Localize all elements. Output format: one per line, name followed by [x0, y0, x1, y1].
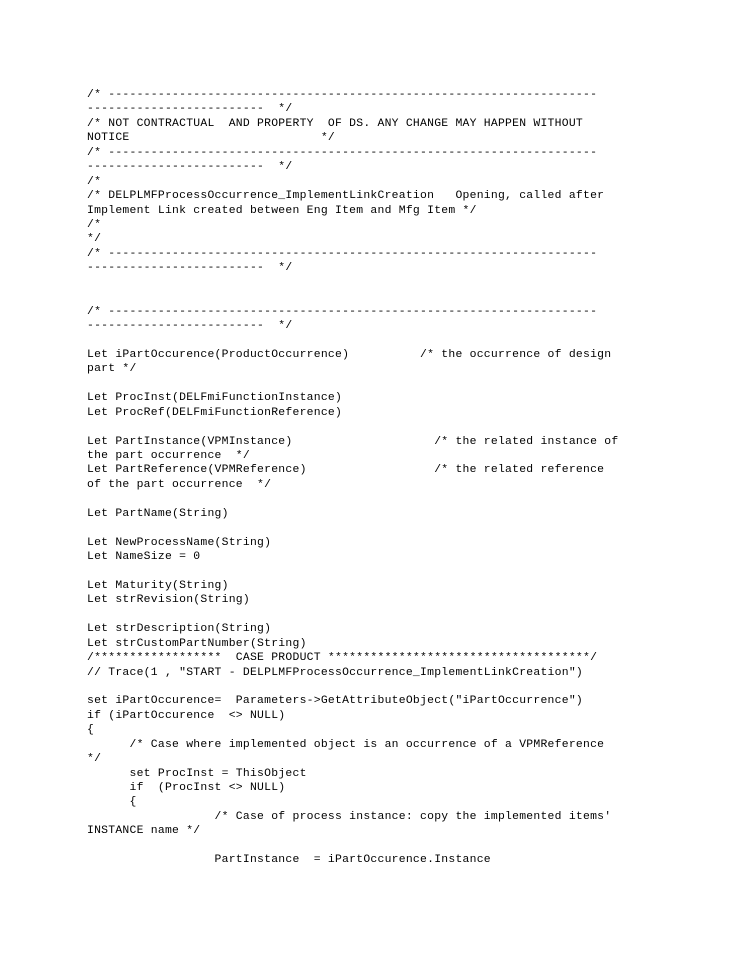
code-line: Let Maturity(String) [87, 579, 229, 592]
code-line [87, 420, 727, 434]
code-line: */ [87, 233, 102, 246]
code-line [87, 521, 727, 535]
code-line: /* Case of process instance: copy the implemented items' [87, 810, 612, 823]
code-line: part */ [87, 363, 137, 376]
code-line: { [87, 796, 137, 809]
code-line: /* --------------------------------------------------------------------- [87, 305, 598, 318]
code-line: */ [87, 753, 102, 766]
code-line: /* --------------------------------------------------------------------- [87, 89, 598, 101]
code-line: ------------------------- */ [87, 320, 293, 332]
code-line: Let strRevision(String) [87, 594, 250, 607]
code-line: /* DELPLMFProcessOccurrence_ImplementLinkCreation Opening, called after [87, 190, 605, 203]
code-line [87, 492, 727, 506]
code-line: the part occurrence */ [87, 449, 250, 462]
code-line: if (iPartOccurence <> NULL) [87, 709, 286, 722]
code-line [87, 564, 727, 578]
code-listing [87, 88, 727, 868]
code-line [87, 333, 727, 347]
code-line: // Trace(1 , "START - DELPLMFProcessOccurrence_ImplementLinkCreation") [87, 666, 583, 679]
code-line: /****************** CASE PRODUCT *************************************/ [87, 652, 598, 665]
code-line [87, 276, 727, 290]
code-line: Let iPartOccurence(ProductOccurrence) /* the occurrence of design [87, 348, 612, 361]
code-line: /* [87, 175, 102, 188]
code-line: of the part occurrence */ [87, 478, 272, 491]
code-line [87, 839, 727, 853]
code-line [87, 680, 727, 694]
code-line: /* --------------------------------------------------------------------- [87, 247, 598, 260]
code-line: Let PartInstance(VPMInstance) /* the related instance of [87, 435, 619, 448]
code-line: INSTANCE name */ [87, 825, 201, 838]
code-line: Let PartReference(VPMReference) /* the related reference [87, 464, 605, 477]
code-line [87, 608, 727, 622]
code-line: ------------------------- */ [87, 161, 293, 174]
code-line: set ProcInst = ThisObject [87, 767, 307, 780]
code-line: /* [87, 218, 102, 231]
code-line: /* Case where implemented object is an occurrence of a VPMReference [87, 738, 605, 751]
code-line: Let ProcInst(DELFmiFunctionInstance) [87, 392, 343, 405]
code-line: Let strCustomPartNumber(String) [87, 637, 307, 650]
code-line [87, 290, 727, 304]
code-line [87, 377, 727, 391]
code-line: ------------------------- */ [87, 103, 293, 116]
code-line: /* --------------------------------------------------------------------- [87, 146, 598, 159]
code-line: Let ProcRef(DELFmiFunctionReference) [87, 406, 343, 419]
code-line: NOTICE */ [87, 132, 335, 145]
code-line: Implement Link created between Eng Item and Mfg Item */ [87, 204, 477, 217]
code-line: Let strDescription(String) [87, 623, 272, 636]
code-line: if (ProcInst <> NULL) [87, 782, 286, 794]
code-line: { [87, 724, 95, 737]
code-line: ------------------------- */ [87, 262, 293, 275]
code-line: Let PartName(String) [87, 507, 229, 520]
code-line: Let NameSize = 0 [87, 551, 201, 563]
code-line: PartInstance = iPartOccurence.Instance [87, 854, 491, 867]
code-line: /* NOT CONTRACTUAL AND PROPERTY OF DS. ANY CHANGE MAY HAPPEN WITHOUT [87, 117, 583, 130]
code-line: set iPartOccurence= Parameters->GetAttributeObject("iPartOccurrence") [87, 695, 583, 708]
code-line: Let NewProcessName(String) [87, 536, 272, 549]
